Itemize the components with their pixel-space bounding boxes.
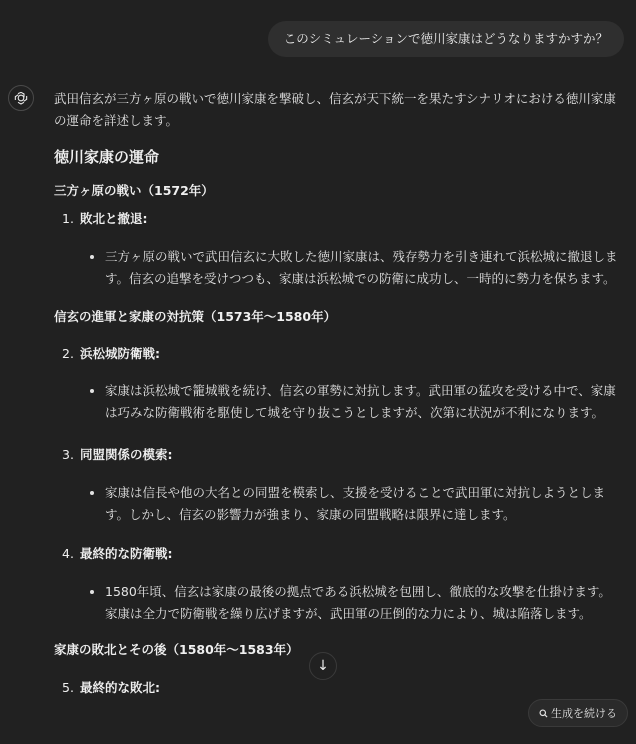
user-message-bubble [268,21,624,57]
arrow-down-icon: ↓ [317,658,329,674]
bullet-text: 家康は浜松城で籠城戦を続け、信玄の軍勢に対抗します。武田軍の猛攻を受ける中で、家康は巧みな防衛戦術を駆使して城を守り抜こうとしますが、次第に状況が不利になります。 [54,380,620,424]
item-number: 4. [62,546,74,561]
bullet-text: 三方ヶ原の戦いで武田信玄に大敗した徳川家康は、残存勢力を引き連れて浜松城に撤退します。信玄の追撃を受けつつも、家康は浜松城での防衛に成功し、一時的に勢力を保ちます。 [54,246,620,290]
item-number: 3. [62,447,74,462]
item-label: 浜松城防衛戦: [80,346,160,361]
user-message-text: このシミュレーションで徳川家康はどうなりますかすか？ [283,31,608,46]
bullet-text: 1580年頃、信玄は家康の最後の拠点である浜松城を包囲し、徹底的な攻撃を仕掛けます。家康は全力で防衛戦を繰り広げますが、武田軍の圧倒的な力により、城は陥落します。 [54,581,620,625]
item-label: 最終的な敗北: [80,680,160,695]
section-heading: 家康の敗北とその後（1580年〜1583年） [54,642,299,657]
item-label: 同盟関係の模索: [80,447,173,462]
item-number: 2. [62,346,74,361]
numbered-item [54,208,620,230]
item-number: 1. [62,211,74,226]
item-number: 5. [62,680,74,695]
openai-logo-icon [13,90,29,106]
assistant-message [54,88,620,699]
scroll-down-button[interactable] [309,652,337,680]
bullet-text: 家康は信長や他の大名との同盟を模索し、支援を受けることで武田軍に対抗しようとします。しかし、信玄の影響力が強まり、家康の同盟戦略は限界に達します。 [54,482,620,526]
search-icon [539,709,548,718]
numbered-item [54,343,620,365]
assistant-avatar [8,85,34,111]
continue-label: 生成を続ける [551,707,617,720]
section-heading: 信玄の進軍と家康の対抗策（1573年〜1580年） [54,309,337,324]
continue-generating-button[interactable] [528,699,628,727]
assistant-intro: 武田信玄が三方ヶ原の戦いで徳川家康を撃破し、信玄が天下統一を果たすシナリオにおける徳川家康の運命を詳述します。 [54,91,616,128]
section-heading: 三方ヶ原の戦い（1572年） [54,183,214,198]
response-title: 徳川家康の運命 [54,148,160,166]
numbered-item [54,677,620,699]
item-label: 敗北と撤退: [80,211,148,226]
numbered-item [54,543,620,565]
numbered-item [54,444,620,466]
item-label: 最終的な防衛戦: [80,546,173,561]
